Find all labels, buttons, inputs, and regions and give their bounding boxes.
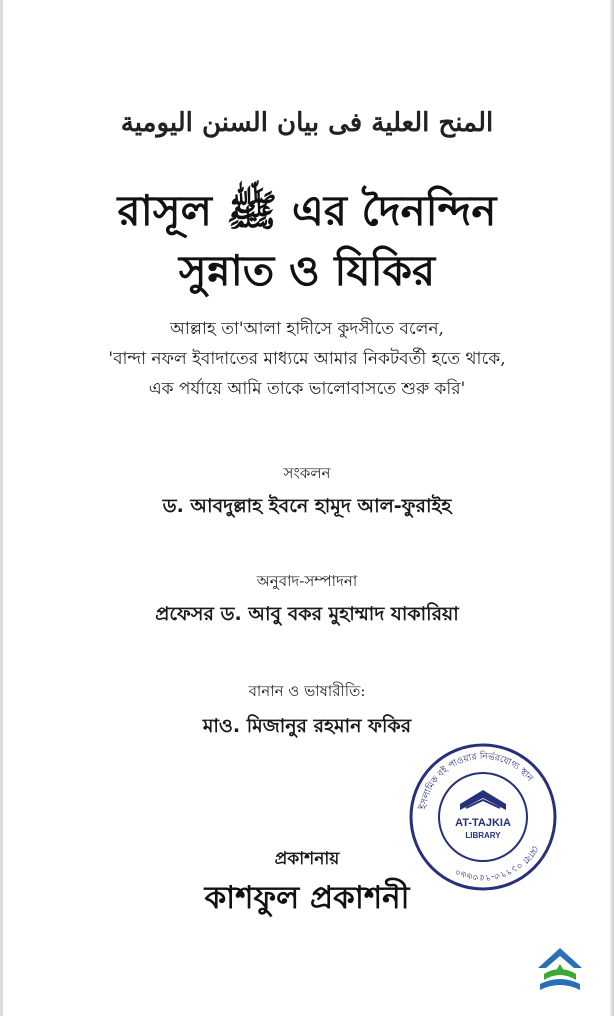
quote-line-2: 'বান্দা নফল ইবাদাতের মাধ্যমে আমার নিকটবর্তী হতে থাকে, bbox=[108, 349, 506, 369]
quote-line-1: আল্লাহ তা'আলা হাদীসে কুদসীতে বলেন, bbox=[170, 319, 444, 339]
stamp-center-text: AT-TAJKIA bbox=[455, 817, 511, 829]
publisher-logo-icon bbox=[530, 944, 590, 1000]
compiler-label: সংকলন bbox=[283, 464, 331, 482]
library-stamp bbox=[408, 742, 558, 892]
translator-name: প্রফেসর ড. আবু বকর মুহাম্মাদ যাকারিয়া bbox=[155, 603, 459, 625]
stamp-book-icon bbox=[460, 790, 506, 810]
quote-line-3: এক পর্যায়ে আমি তাকে ভালোবাসতে শুরু করি' bbox=[148, 379, 466, 399]
publisher-label: প্রকাশনায় bbox=[274, 849, 340, 869]
main-title-line-1: রাসূল ﷺ এর দৈনন্দিন bbox=[117, 186, 497, 235]
proofreader-name: মাও. মিজানুর রহমান ফকির bbox=[202, 715, 412, 737]
publisher-name: কাশফুল প্রকাশনী bbox=[204, 880, 410, 916]
main-title-line-2: সুন্নাত ও যিকির bbox=[178, 246, 436, 295]
arabic-title: المنح العلية فى بيان السنن اليومية bbox=[120, 108, 494, 138]
stamp-ring-text: ইসলামিক বই পাওয়ার নির্ভরযোগ্য স্থান bbox=[418, 751, 535, 811]
translator-label: অনুবাদ-সম্পাদনা bbox=[256, 572, 358, 590]
proofreader-label: বানান ও ভাষারীতি: bbox=[248, 682, 366, 700]
stamp-center-sub: LIBRARY bbox=[465, 831, 501, 840]
stamp-phone-text: মোবা ০১৭৭৩-৭৫৩৬৬০ bbox=[453, 843, 540, 883]
compiler-name: ড. আবদুল্লাহ ইবনে হামূদ আল-ফুরাইহ bbox=[162, 495, 452, 517]
